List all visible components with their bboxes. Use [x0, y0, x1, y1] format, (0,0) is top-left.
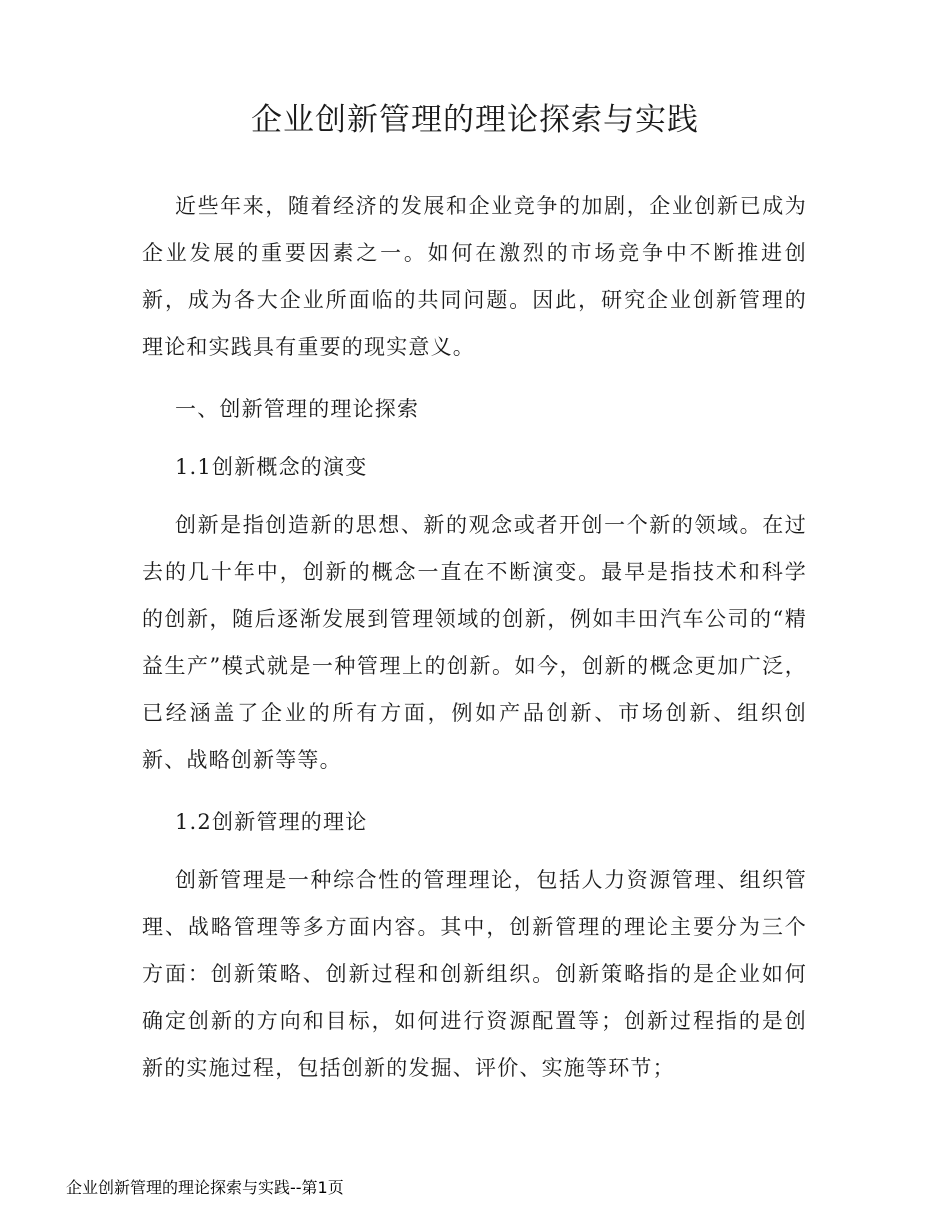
spacer: [142, 491, 807, 502]
section-heading-1: 一、创新管理的理论探索: [175, 397, 420, 421]
intro-paragraph: 近些年来，随着经济的发展和企业竞争的加剧，企业创新已成为企业发展的重要因素之一。如何在激烈的市场竞争中不断推进创新，成为各大企业所面临的共同问题。因此，研究企业创新管理的理论和实践具有重要的现实意义。: [142, 194, 807, 359]
spacer: [142, 371, 807, 386]
document-body: [142, 183, 807, 1092]
spacer: [142, 433, 807, 444]
theory-paragraph: 创新管理是一种综合性的管理理论，包括人力资源管理、组织管理、战略管理等多方面内容。其中，创新管理的理论主要分为三个方面：创新策略、创新过程和创新组织。创新策略指的是企业如何确定创新的方向和目标，如何进行资源配置等；创新过程指的是创新的实施过程，包括创新的发掘、评价、实施等环节；: [142, 868, 807, 1080]
subsection-heading-1-1: 1.1创新概念的演变: [175, 455, 368, 479]
document-title: 企业创新管理的理论探索与实践: [251, 102, 699, 138]
concept-paragraph: 创新是指创造新的思想、新的观念或者开创一个新的领域。在过去的几十年中，创新的概念一直在不断演变。最早是指技术和科学的创新，随后逐渐发展到管理领域的创新，例如丰田汽车公司的“精益生产”模式就是一种管理上的创新。如今，创新的概念更加广泛，已经涵盖了企业的所有方面，例如产品创新、市场创新、组织创新、战略创新等等。: [142, 513, 807, 772]
page-footer: 企业创新管理的理论探索与实践--第1页: [66, 1178, 344, 1197]
spacer: [142, 846, 807, 857]
spacer: [142, 784, 807, 799]
subsection-heading-1-2: 1.2创新管理的理论: [175, 810, 368, 834]
